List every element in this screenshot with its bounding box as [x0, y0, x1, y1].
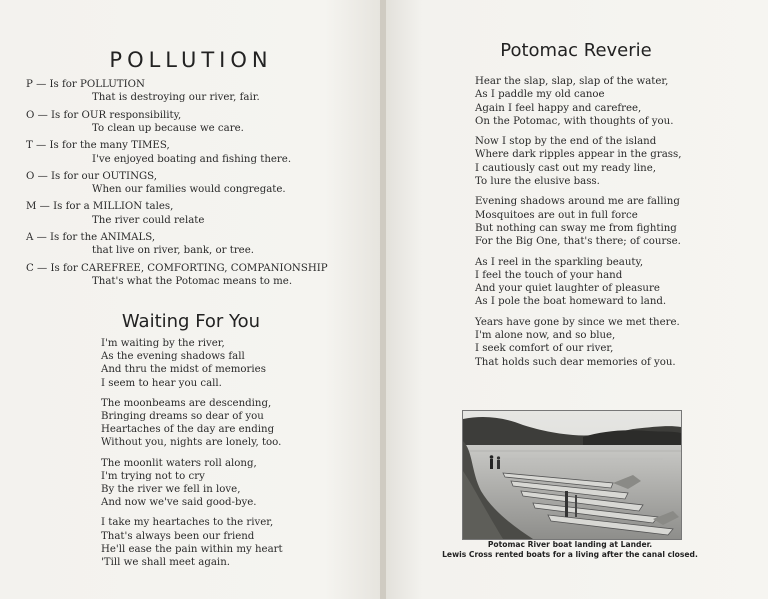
poem-line: As I reel in the sparkling beauty, [475, 256, 644, 268]
pollution-acrostic [26, 78, 376, 292]
poem-line: Mosquitoes are out in full force [475, 209, 638, 221]
poem-line: But nothing can sway me from fighting [475, 222, 677, 234]
poem-line: As I pole the boat homeward to land. [475, 296, 667, 308]
acrostic-rest: When our families would congregate. [92, 184, 286, 196]
poem-stanza [101, 516, 376, 569]
reverie-title: Potomac Reverie [500, 40, 652, 61]
acrostic-item-a [26, 231, 376, 258]
poem-line: Bringing dreams so dear of you [101, 411, 264, 423]
poem-line: Now I stop by the end of the island [475, 136, 657, 148]
poem-line: By the river we fell in love, [101, 484, 241, 496]
poem-line: Without you, nights are lonely, too. [101, 437, 282, 449]
poem-line: Evening shadows around me are falling [475, 196, 680, 208]
acrostic-head: T — Is for the many TIMES, [26, 140, 170, 152]
poem-line: As I paddle my old canoe [475, 89, 605, 101]
acrostic-head: O — Is for OUR responsibility, [26, 109, 182, 121]
acrostic-head: C — Is for CAREFREE, COMFORTING, COMPANIONSHIP [26, 262, 328, 274]
poem-line: 'Till we shall meet again. [101, 557, 230, 569]
acrostic-rest: That is destroying our river, fair. [92, 92, 260, 104]
acrostic-rest: To clean up because we care. [92, 123, 244, 135]
poem-line: I seem to hear you call. [101, 377, 222, 389]
acrostic-item-m [26, 200, 376, 227]
poem-line: As the evening shadows fall [101, 351, 245, 363]
acrostic-head: P — Is for POLLUTION [26, 79, 145, 90]
poem-line: I cautiously cast out my ready line, [475, 162, 656, 174]
acrostic-item-p [26, 78, 376, 105]
poem-stanza [475, 75, 760, 128]
waiting-title: Waiting For You [121, 311, 261, 332]
poem-line: I feel the touch of your hand [475, 269, 623, 281]
poem-line: For the Big One, that's there; of course. [475, 236, 681, 248]
acrostic-rest: The river could relate [92, 214, 205, 226]
acrostic-head: O — Is for our OUTINGS, [26, 170, 157, 182]
poem-line: I'm waiting by the river, [101, 338, 225, 349]
poem-line: And thru the midst of memories [101, 364, 266, 376]
pollution-title: POLLUTION [109, 48, 273, 72]
acrostic-rest: that live on river, bank, or tree. [92, 245, 254, 257]
river-landing-photo [462, 410, 682, 540]
poem-stanza [475, 316, 760, 369]
acrostic-item-t [26, 139, 376, 166]
poem-stanza [101, 397, 376, 450]
poem-line: I'm alone now, and so blue, [475, 330, 616, 342]
poem-line: Hear the slap, slap, slap of the water, [475, 76, 669, 87]
acrostic-item-o [26, 109, 376, 136]
acrostic-item-c [26, 262, 376, 289]
poem-line: That's always been our friend [101, 530, 255, 542]
acrostic-rest: That's what the Potomac means to me. [92, 276, 293, 288]
poem-line: I take my heartaches to the river, [101, 517, 274, 529]
photo-caption [420, 540, 720, 560]
poem-line: The moonlit waters roll along, [101, 457, 257, 469]
acrostic-item-o2 [26, 170, 376, 197]
acrostic-rest: I've enjoyed boating and fishing there. [92, 153, 292, 165]
acrostic-head: M — Is for a MILLION tales, [26, 201, 174, 213]
poem-stanza [475, 135, 760, 188]
poem-line: And your quiet laughter of pleasure [475, 283, 660, 295]
poem-line: I'm trying not to cry [101, 470, 205, 482]
poem-line: Again I feel happy and carefree, [475, 102, 642, 114]
poem-stanza [101, 457, 376, 510]
poem-line: That holds such dear memories of you. [475, 356, 676, 368]
poem-line: Years have gone by since we met there. [475, 316, 680, 328]
caption-line: Potomac River boat landing at Lander. [487, 540, 653, 549]
poem-stanza [475, 195, 760, 248]
poem-line: I seek comfort of our river, [475, 343, 614, 355]
reverie-poem [475, 75, 760, 376]
poem-line: He'll ease the pain within my heart [101, 543, 283, 555]
poem-line: On the Potomac, with thoughts of you. [475, 115, 674, 127]
poem-line: And now we've said good-bye. [101, 497, 257, 509]
poem-line: The moonbeams are descending, [101, 397, 272, 409]
book-gutter [380, 0, 386, 599]
acrostic-head: A — Is for the ANIMALS, [26, 232, 156, 244]
waiting-poem [101, 337, 376, 576]
poem-stanza [101, 337, 376, 390]
caption-line: Lewis Cross rented boats for a living after the canal closed. [442, 550, 698, 559]
poem-line: To lure the elusive bass. [475, 176, 600, 188]
poem-line: Heartaches of the day are ending [101, 424, 275, 436]
poem-stanza [475, 256, 760, 309]
poem-line: Where dark ripples appear in the grass, [475, 149, 682, 161]
